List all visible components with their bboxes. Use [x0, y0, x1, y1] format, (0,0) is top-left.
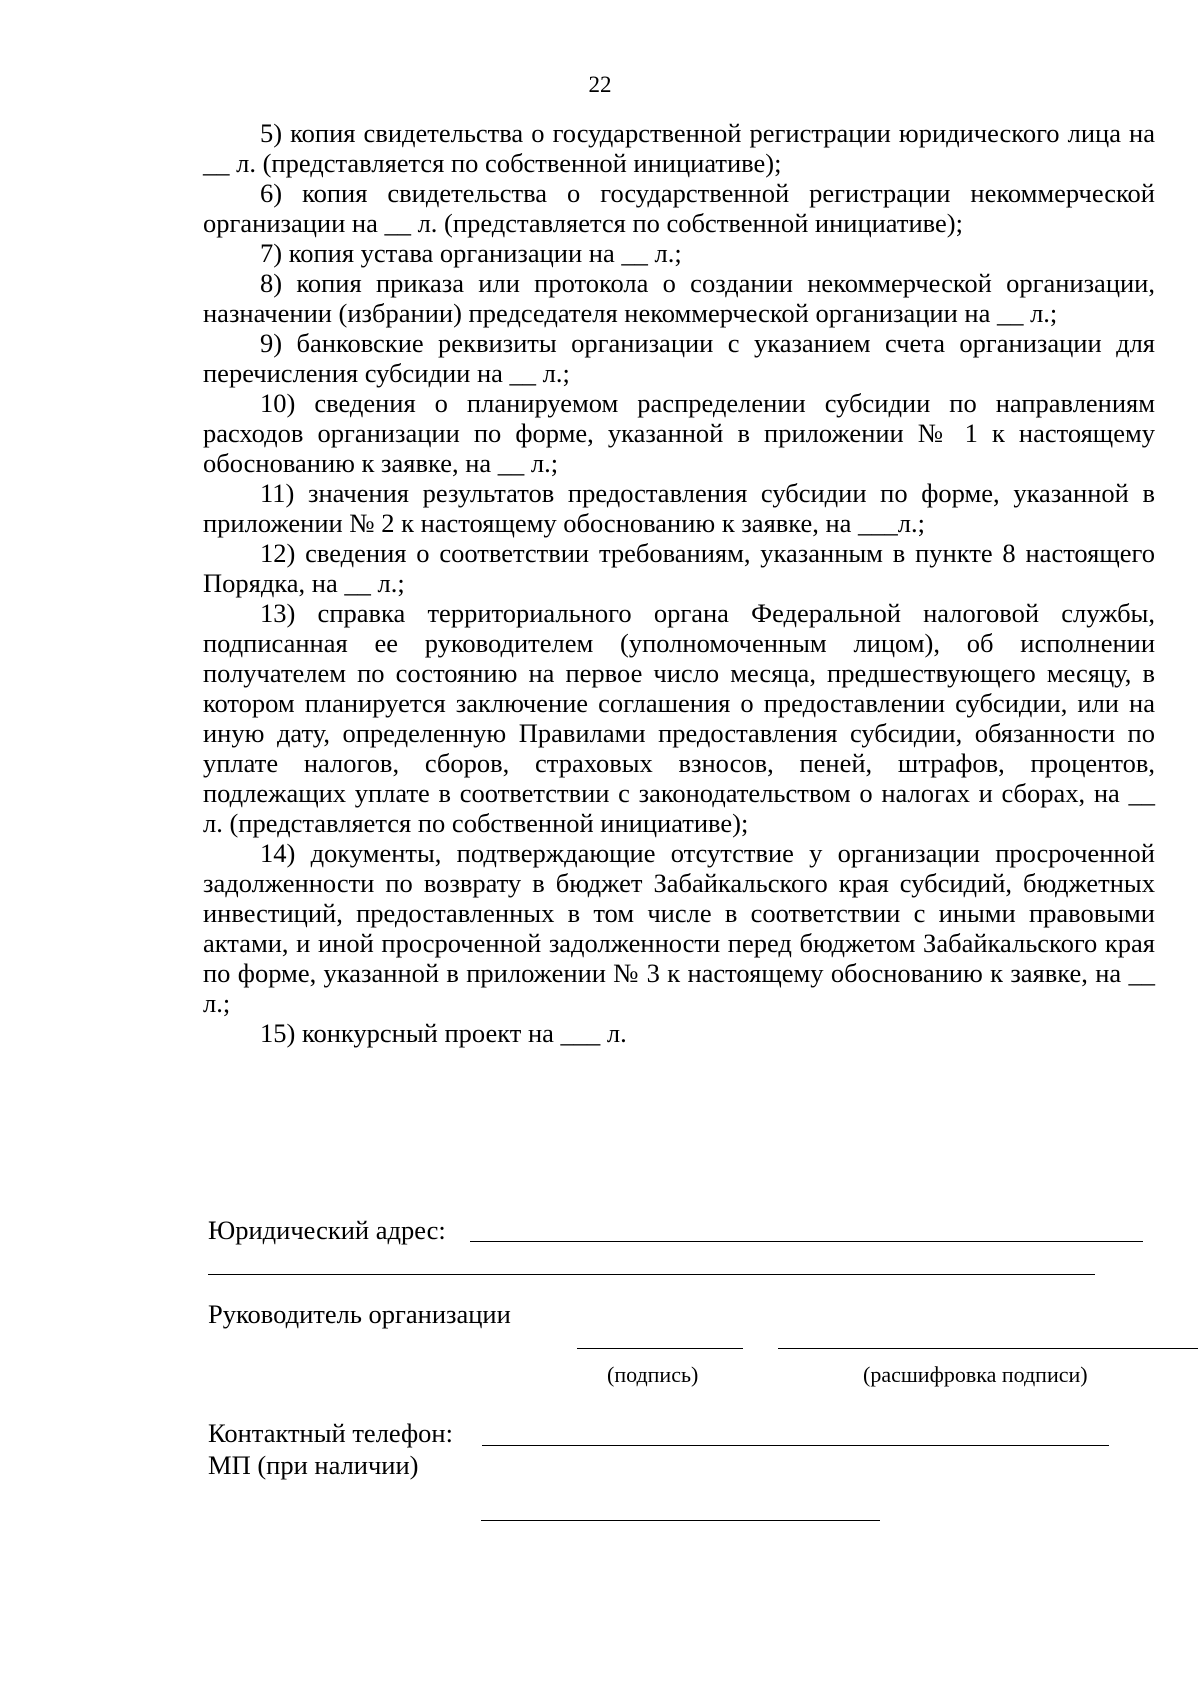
- list-item: 15) конкурсный проект на ___ л.: [260, 1018, 627, 1048]
- signature-decoding-line[interactable]: [778, 1348, 1198, 1349]
- list-item: 8) копия приказа или протокола о создании некоммерческой организации, назначении (избрании) председателя некоммерческой организации на __ л.;: [203, 268, 1155, 328]
- seal-line[interactable]: [481, 1520, 880, 1521]
- document-body: [203, 118, 1155, 1048]
- list-item: 5) копия свидетельства о государственной регистрации юридического лица на __ л. (представляется по собственной инициативе);: [203, 118, 1155, 178]
- seal-label: МП (при наличии): [208, 1450, 419, 1480]
- list-item: 12) сведения о соответствии требованиям, указанным в пункте 8 настоящего Порядка, на __ л.;: [203, 538, 1155, 598]
- legal-address-label: Юридический адрес:: [208, 1215, 446, 1245]
- signature-caption: (подпись): [607, 1362, 699, 1387]
- list-item: 7) копия устава организации на __ л.;: [260, 238, 682, 268]
- contact-phone-line[interactable]: [482, 1445, 1109, 1446]
- head-of-organization-label: Руководитель организации: [208, 1299, 511, 1329]
- list-item: 10) сведения о планируемом распределении субсидии по направлениям расходов организации по форме, указанной в приложении № 1 к настоящему обоснованию к заявке, на __ л.;: [203, 388, 1155, 478]
- legal-address-line-2[interactable]: [208, 1274, 1095, 1275]
- contact-phone-label: Контактный телефон:: [208, 1418, 453, 1448]
- signature-decoding-caption: (расшифровка подписи): [863, 1362, 1088, 1387]
- page-number: 22: [588, 72, 612, 97]
- legal-address-line[interactable]: [470, 1241, 1143, 1242]
- list-item: 14) документы, подтверждающие отсутствие у организации просроченной задолженности по возврату в бюджет Забайкальского края субсидий, бюджетных инвестиций, предоставленных в том числе в соответствии с иными правовыми актами, и иной просроченной задолженности перед бюджетом Забайкальского края по форме, указанной в приложении № 3 к настоящему обоснованию к заявке, на __ л.;: [203, 838, 1155, 1018]
- list-item: 13) справка территориального органа Федеральной налоговой службы, подписанная ее руководителем (уполномоченным лицом), об исполнении получателем по состоянию на первое число месяца, предшествующего месяцу, в котором планируется заключение соглашения о предоставлении субсидии, или на иную дату, определенную Правилами предоставления субсидии, обязанности по уплате налогов, сборов, страховых взносов, пеней, штрафов, процентов, подлежащих уплате в соответствии с законодательством о налогах и сборах, на __ л. (представляется по собственной инициативе);: [203, 598, 1155, 838]
- list-item: 9) банковские реквизиты организации с указанием счета организации для перечисления субсидии на __ л.;: [203, 328, 1155, 388]
- signature-line[interactable]: [577, 1348, 743, 1349]
- list-item: 6) копия свидетельства о государственной регистрации некоммерческой организации на __ л. (представляется по собственной инициативе);: [203, 178, 1155, 238]
- list-item: 11) значения результатов предоставления субсидии по форме, указанной в приложении № 2 к настоящему обоснованию к заявке, на ___л.;: [203, 478, 1155, 538]
